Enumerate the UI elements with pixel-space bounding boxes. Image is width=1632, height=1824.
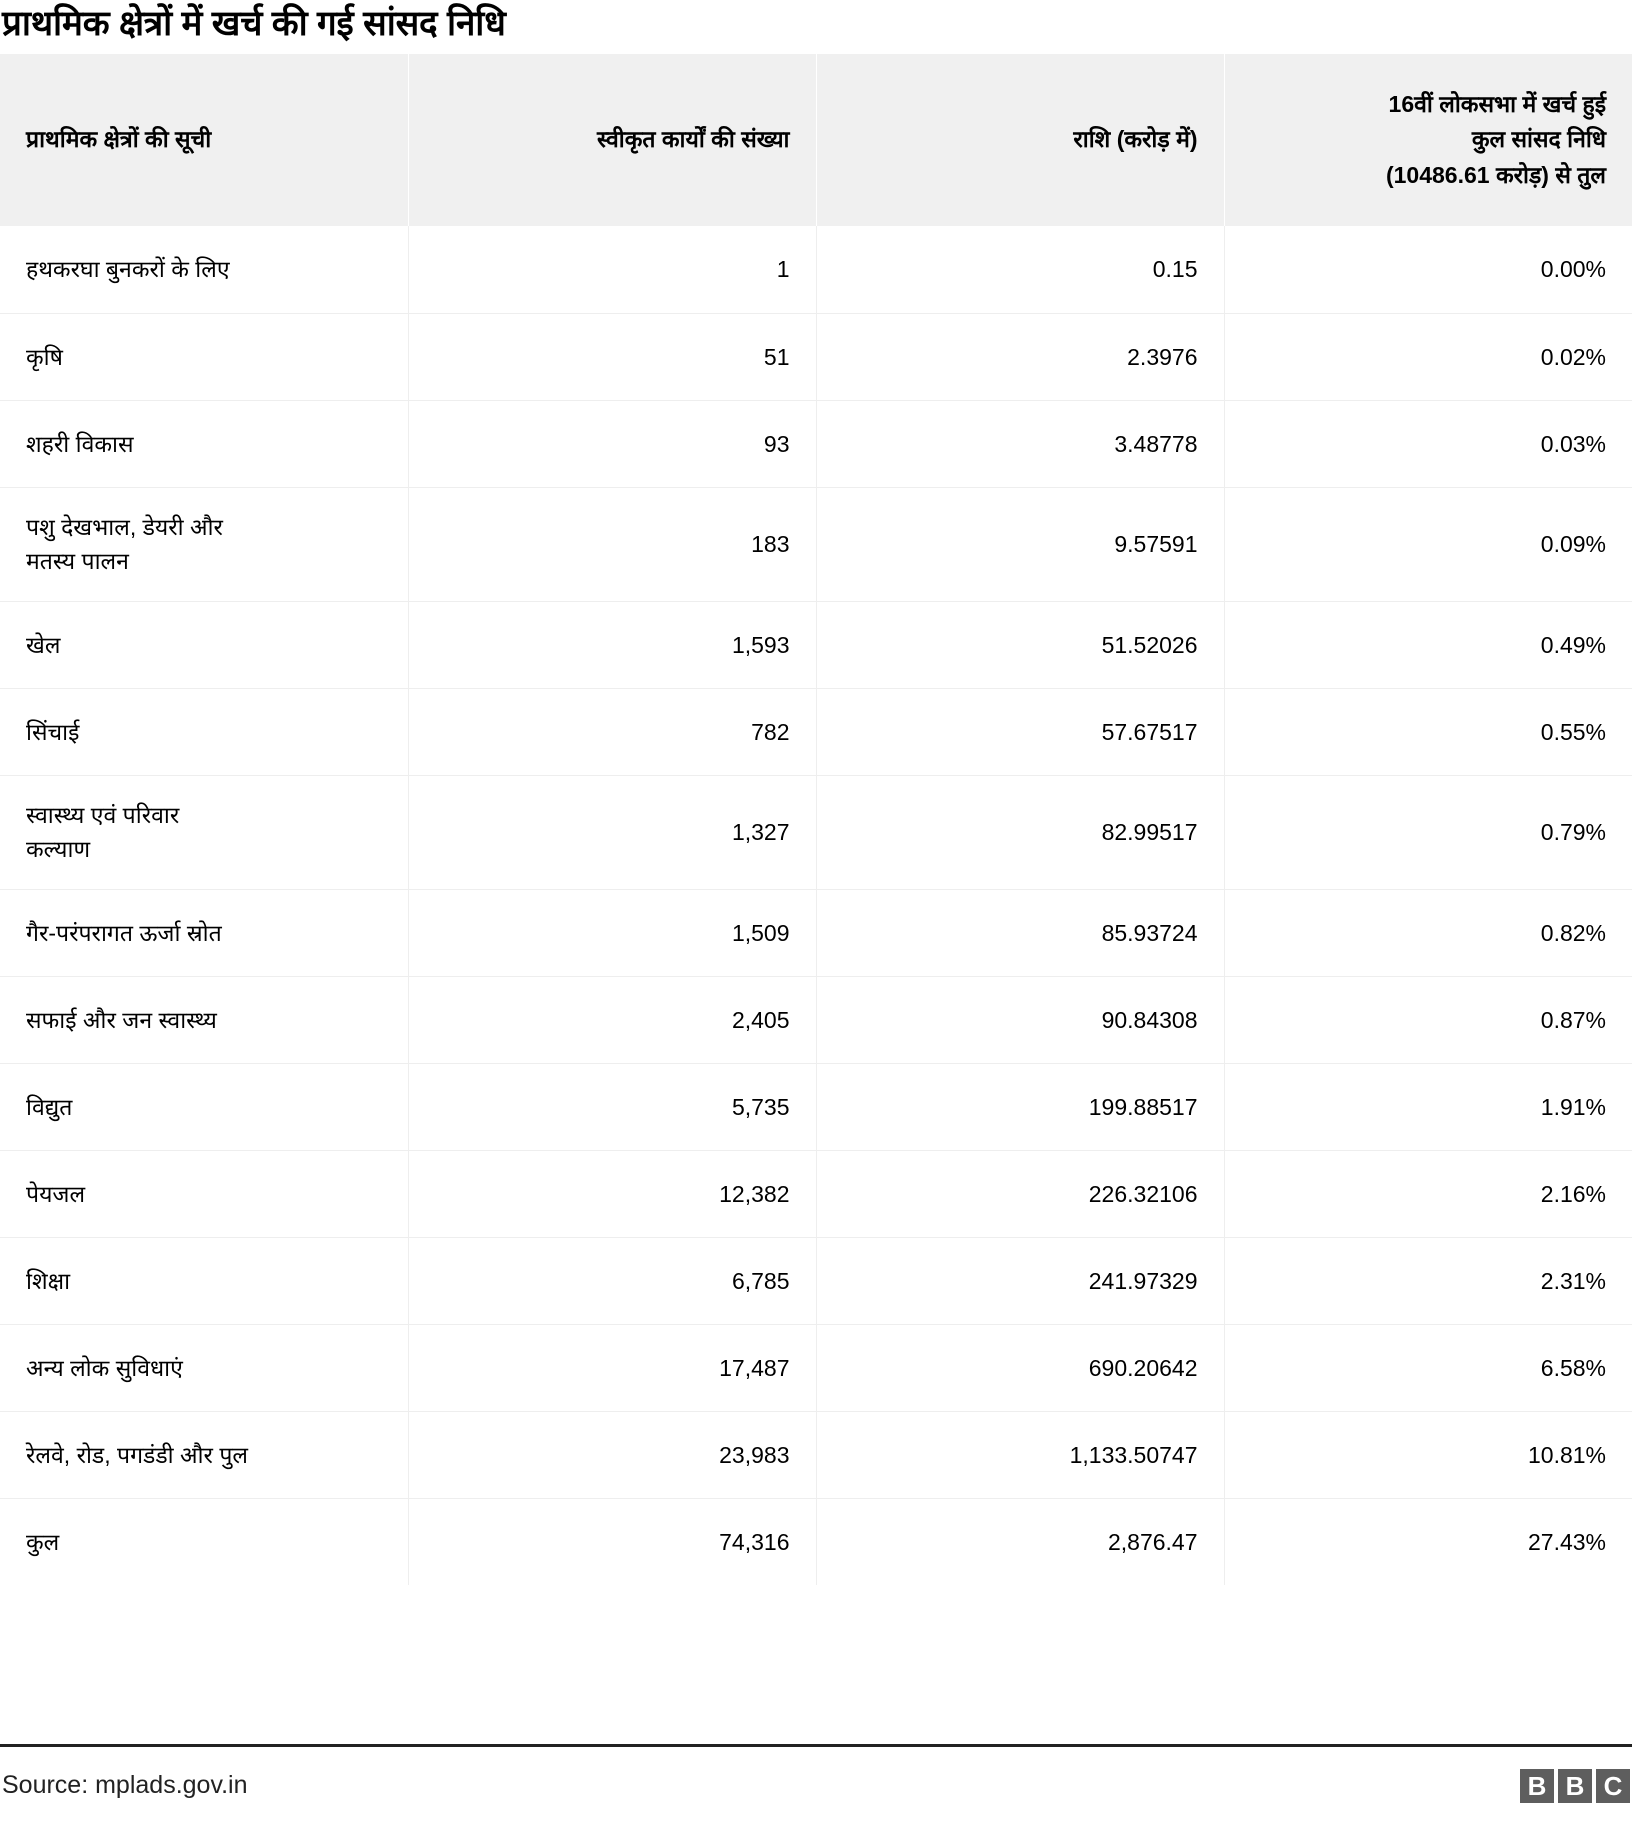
- table-body: [0, 226, 1632, 1585]
- cell-amount-crore: 3.48778: [816, 400, 1224, 487]
- cell-category-line1: स्वास्थ्य एवं परिवार: [26, 801, 180, 828]
- table-container: [0, 54, 1632, 1744]
- cell-share-percent: 0.49%: [1224, 601, 1632, 688]
- cell-category: [0, 688, 408, 775]
- table-header: [0, 54, 1632, 226]
- source-label: Source: mplads.gov.in: [2, 1771, 248, 1799]
- cell-category-line1: खेल: [26, 631, 61, 658]
- cell-works-count: 74,316: [408, 1498, 816, 1585]
- cell-category: [0, 487, 408, 601]
- cell-share-percent: 0.79%: [1224, 775, 1632, 889]
- cell-category-line1: कुल: [26, 1528, 60, 1555]
- cell-amount-crore: 226.32106: [816, 1150, 1224, 1237]
- cell-share-percent: 0.02%: [1224, 313, 1632, 400]
- cell-category-line1: पशु देखभाल, डेयरी और: [26, 513, 223, 540]
- cell-category: [0, 1063, 408, 1150]
- table-row: [0, 1411, 1632, 1498]
- cell-amount-crore: 85.93724: [816, 889, 1224, 976]
- cell-share-percent: 0.87%: [1224, 976, 1632, 1063]
- cell-share-percent: 0.09%: [1224, 487, 1632, 601]
- cell-category: [0, 976, 408, 1063]
- cell-amount-crore: 57.67517: [816, 688, 1224, 775]
- cell-category: [0, 889, 408, 976]
- cell-amount-crore: 0.15: [816, 226, 1224, 313]
- page-title: प्राथमिक क्षेत्रों में खर्च की गई सांसद निधि: [2, 4, 506, 43]
- cell-category-line1: शहरी विकास: [26, 430, 134, 457]
- cell-category: [0, 601, 408, 688]
- column-header-share: [1224, 54, 1632, 226]
- column-header-share-line1: 16वीं लोकसभा में खर्च हुई: [1388, 90, 1606, 117]
- cell-amount-crore: 241.97329: [816, 1237, 1224, 1324]
- cell-works-count: 17,487: [408, 1324, 816, 1411]
- cell-amount-crore: 2,876.47: [816, 1498, 1224, 1585]
- header-row: [0, 54, 1632, 226]
- table-row: [0, 775, 1632, 889]
- cell-works-count: 1,509: [408, 889, 816, 976]
- table-row: [0, 226, 1632, 313]
- cell-share-percent: 1.91%: [1224, 1063, 1632, 1150]
- cell-share-percent: 0.55%: [1224, 688, 1632, 775]
- cell-share-percent: 0.00%: [1224, 226, 1632, 313]
- cell-category: [0, 1324, 408, 1411]
- cell-works-count: 93: [408, 400, 816, 487]
- cell-category-line1: सिंचाई: [26, 718, 80, 745]
- cell-works-count: 12,382: [408, 1150, 816, 1237]
- cell-category-line1: हथकरघा बुनकरों के लिए: [26, 256, 230, 283]
- cell-share-percent: 2.16%: [1224, 1150, 1632, 1237]
- cell-amount-crore: 9.57591: [816, 487, 1224, 601]
- cell-category: [0, 226, 408, 313]
- cell-works-count: 1,593: [408, 601, 816, 688]
- table-row: [0, 1498, 1632, 1585]
- cell-category-line1: अन्य लोक सुविधाएं: [26, 1354, 183, 1381]
- bbc-logo-letter-2: B: [1558, 1769, 1592, 1803]
- cell-category: [0, 775, 408, 889]
- table-row: [0, 400, 1632, 487]
- cell-works-count: 51: [408, 313, 816, 400]
- column-header-amount: राशि (करोड़ में): [816, 54, 1224, 226]
- table-row: [0, 1150, 1632, 1237]
- cell-category: [0, 1237, 408, 1324]
- cell-category: [0, 1411, 408, 1498]
- table-row: [0, 688, 1632, 775]
- table-row: [0, 601, 1632, 688]
- cell-share-percent: 6.58%: [1224, 1324, 1632, 1411]
- cell-amount-crore: 1,133.50747: [816, 1411, 1224, 1498]
- table-row: [0, 976, 1632, 1063]
- column-header-works: स्वीकृत कार्यों की संख्या: [408, 54, 816, 226]
- cell-share-percent: 10.81%: [1224, 1411, 1632, 1498]
- cell-share-percent: 2.31%: [1224, 1237, 1632, 1324]
- cell-category-line1: शिक्षा: [26, 1267, 71, 1294]
- table-row: [0, 1324, 1632, 1411]
- cell-share-percent: 0.03%: [1224, 400, 1632, 487]
- cell-works-count: 183: [408, 487, 816, 601]
- cell-category: [0, 1498, 408, 1585]
- cell-amount-crore: 199.88517: [816, 1063, 1224, 1150]
- table-row: [0, 1237, 1632, 1324]
- cell-works-count: 23,983: [408, 1411, 816, 1498]
- cell-category-line1: विद्युत: [26, 1093, 73, 1120]
- table-row: [0, 487, 1632, 601]
- cell-works-count: 5,735: [408, 1063, 816, 1150]
- cell-category-line1: सफाई और जन स्वास्थ्य: [26, 1006, 217, 1033]
- cell-amount-crore: 51.52026: [816, 601, 1224, 688]
- cell-works-count: 6,785: [408, 1237, 816, 1324]
- cell-share-percent: 27.43%: [1224, 1498, 1632, 1585]
- column-header-share-line3: (10486.61 करोड़) से तुल: [1385, 162, 1606, 189]
- bbc-logo-letter-3: C: [1596, 1769, 1630, 1803]
- cell-share-percent: 0.82%: [1224, 889, 1632, 976]
- cell-category-line1: कृषि: [26, 343, 63, 370]
- column-header-category: प्राथमिक क्षेत्रों की सूची: [0, 54, 408, 226]
- bbc-logo: [1520, 1769, 1630, 1803]
- cell-category: [0, 400, 408, 487]
- cell-works-count: 1: [408, 226, 816, 313]
- table-row: [0, 313, 1632, 400]
- cell-category-line1: गैर-परंपरागत ऊर्जा स्रोत: [26, 919, 222, 946]
- cell-category-line1: पेयजल: [26, 1180, 86, 1207]
- table-row: [0, 1063, 1632, 1150]
- table-row: [0, 889, 1632, 976]
- cell-works-count: 1,327: [408, 775, 816, 889]
- cell-category-line2: कल्याण: [26, 836, 91, 863]
- cell-amount-crore: 90.84308: [816, 976, 1224, 1063]
- footer: [0, 1744, 1632, 1824]
- cell-works-count: 2,405: [408, 976, 816, 1063]
- cell-category-line2: मतस्य पालन: [26, 548, 129, 575]
- cell-amount-crore: 82.99517: [816, 775, 1224, 889]
- column-header-share-line2: कुल सांसद निधि: [1471, 126, 1606, 153]
- bbc-logo-letter-1: B: [1520, 1769, 1554, 1803]
- cell-amount-crore: 690.20642: [816, 1324, 1224, 1411]
- cell-category: [0, 313, 408, 400]
- cell-works-count: 782: [408, 688, 816, 775]
- cell-category: [0, 1150, 408, 1237]
- mplads-sectors-table: [0, 54, 1632, 1585]
- cell-category-line1: रेलवे, रोड, पगडंडी और पुल: [26, 1441, 248, 1468]
- cell-amount-crore: 2.3976: [816, 313, 1224, 400]
